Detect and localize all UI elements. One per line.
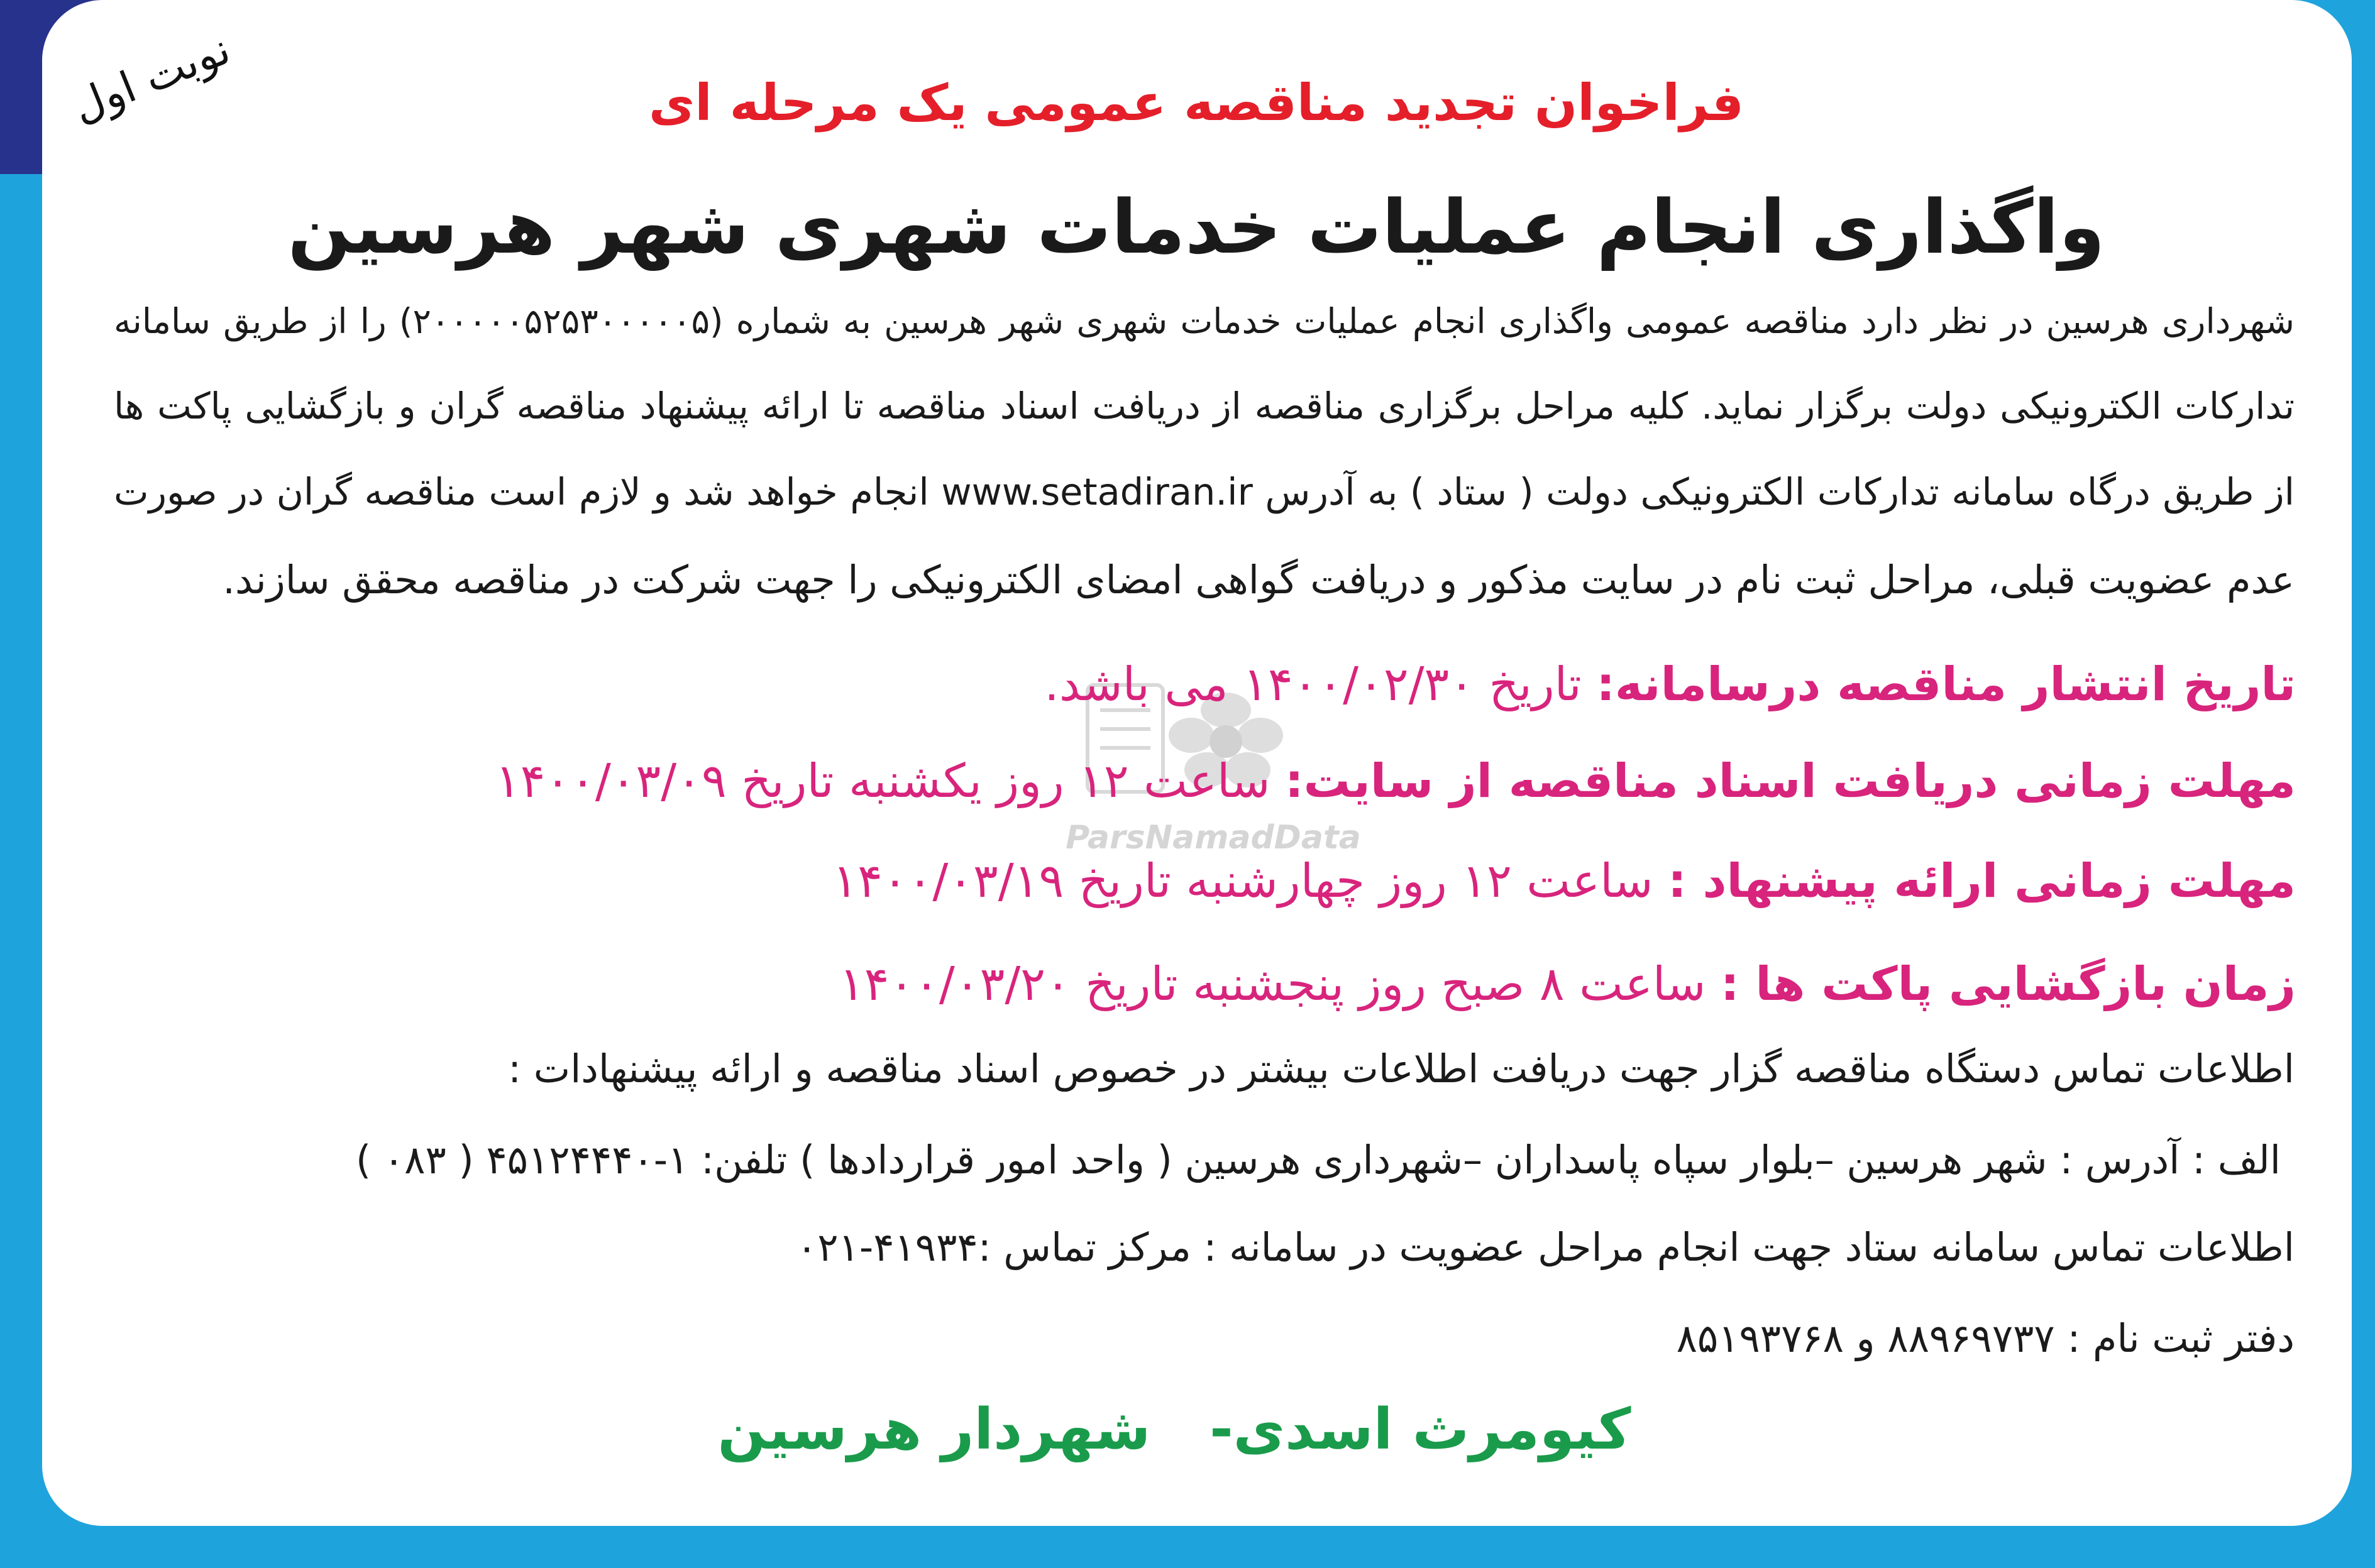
body-line-4: عدم عضویت قبلی، مراحل ثبت نام در سایت مذکور و دریافت گواهی امضای الکترونیکی را جهت شرکت در مناقصه محقق سازند. bbox=[223, 557, 2295, 603]
schedule-label: زمان بازگشایی پاکت ها : bbox=[1721, 957, 2296, 1011]
schedule-label: تاریخ انتشار مناقصه درسامانه: bbox=[1596, 657, 2296, 711]
contact-registration: دفتر ثبت نام : ۸۸۹۶۹۷۳۷ و ۸۵۱۹۳۷۶۸ bbox=[1676, 1315, 2295, 1361]
round-badge: نوبت اول bbox=[65, 24, 238, 133]
schedule-label: مهلت زمانی ارائه پیشنهاد : bbox=[1668, 854, 2296, 908]
contact-intro: اطلاعات تماس دستگاه مناقصه گزار جهت دریافت اطلاعات بیشتر در خصوص اسناد مناقصه و ارائه پیشنهادات : bbox=[508, 1046, 2295, 1092]
schedule-label: مهلت زمانی دریافت اسناد مناقصه از سایت: bbox=[1285, 754, 2296, 808]
signature: کیومرث اسدی- شهردار هرسین bbox=[717, 1396, 1631, 1462]
body-line-3: از طریق درگاه سامانه تدارکات الکترونیکی دولت ( ستاد ) به آدرس www.setadiran.ir انجام خواهد شد و لازم است مناقصه گران در صورت bbox=[114, 470, 2295, 513]
schedule-value: تاریخ ۱۴۰۰/۰۲/۳۰ می باشد. bbox=[1044, 657, 1582, 711]
schedule-bid-deadline bbox=[114, 838, 2296, 924]
schedule-document-deadline bbox=[114, 738, 2296, 824]
contact-setad: اطلاعات تماس سامانه ستاد جهت انجام مراحل عضویت در سامانه : مرکز تماس :۴۱۹۳۴-۰۲۱ bbox=[796, 1224, 2295, 1270]
body-line-1: شهرداری هرسین در نظر دارد مناقصه عمومی واگذاری انجام عملیات خدمات شهری شهر هرسین به شماره (۲۰۰۰۰۰۵۲۵۳۰۰۰۰۰۵) را از طریق سامانه bbox=[114, 301, 2295, 341]
schedule-value: ساعت ۱۲ روز یکشنبه تاریخ ۱۴۰۰/۰۳/۰۹ bbox=[495, 754, 1270, 808]
schedule-value: ساعت ۸ صبح روز پنجشنبه تاریخ ۱۴۰۰/۰۳/۲۰ bbox=[839, 957, 1706, 1011]
schedule-opening-time bbox=[114, 941, 2296, 1027]
notice-title: واگذاری انجام عملیات خدمات شهری شهر هرسین bbox=[287, 184, 2105, 270]
notice-subtitle: فراخوان تجدید مناقصه عمومی یک مرحله ای bbox=[648, 74, 1744, 132]
schedule-value: ساعت ۱۲ روز چهارشنبه تاریخ ۱۴۰۰/۰۳/۱۹ bbox=[832, 854, 1653, 908]
watermark-text: ParsNamadData bbox=[1066, 819, 1361, 857]
body-line-2: تدارکات الکترونیکی دولت برگزار نماید. کلیه مراحل برگزاری مناقصه از دریافت اسناد مناقصه تا ارائه پیشنهاد مناقصه گران و بازگشایی پاکت ها bbox=[114, 385, 2295, 427]
contact-address: الف : آدرس : شهر هرسین –بلوار سپاه پاسداران –شهرداری هرسین ( واحد امور قراردادها ) تلفن: ۱-۴۵۱۲۴۴۴۰ ( ۰۸۳ ) bbox=[355, 1137, 2281, 1183]
schedule-publish-date bbox=[114, 642, 2296, 727]
